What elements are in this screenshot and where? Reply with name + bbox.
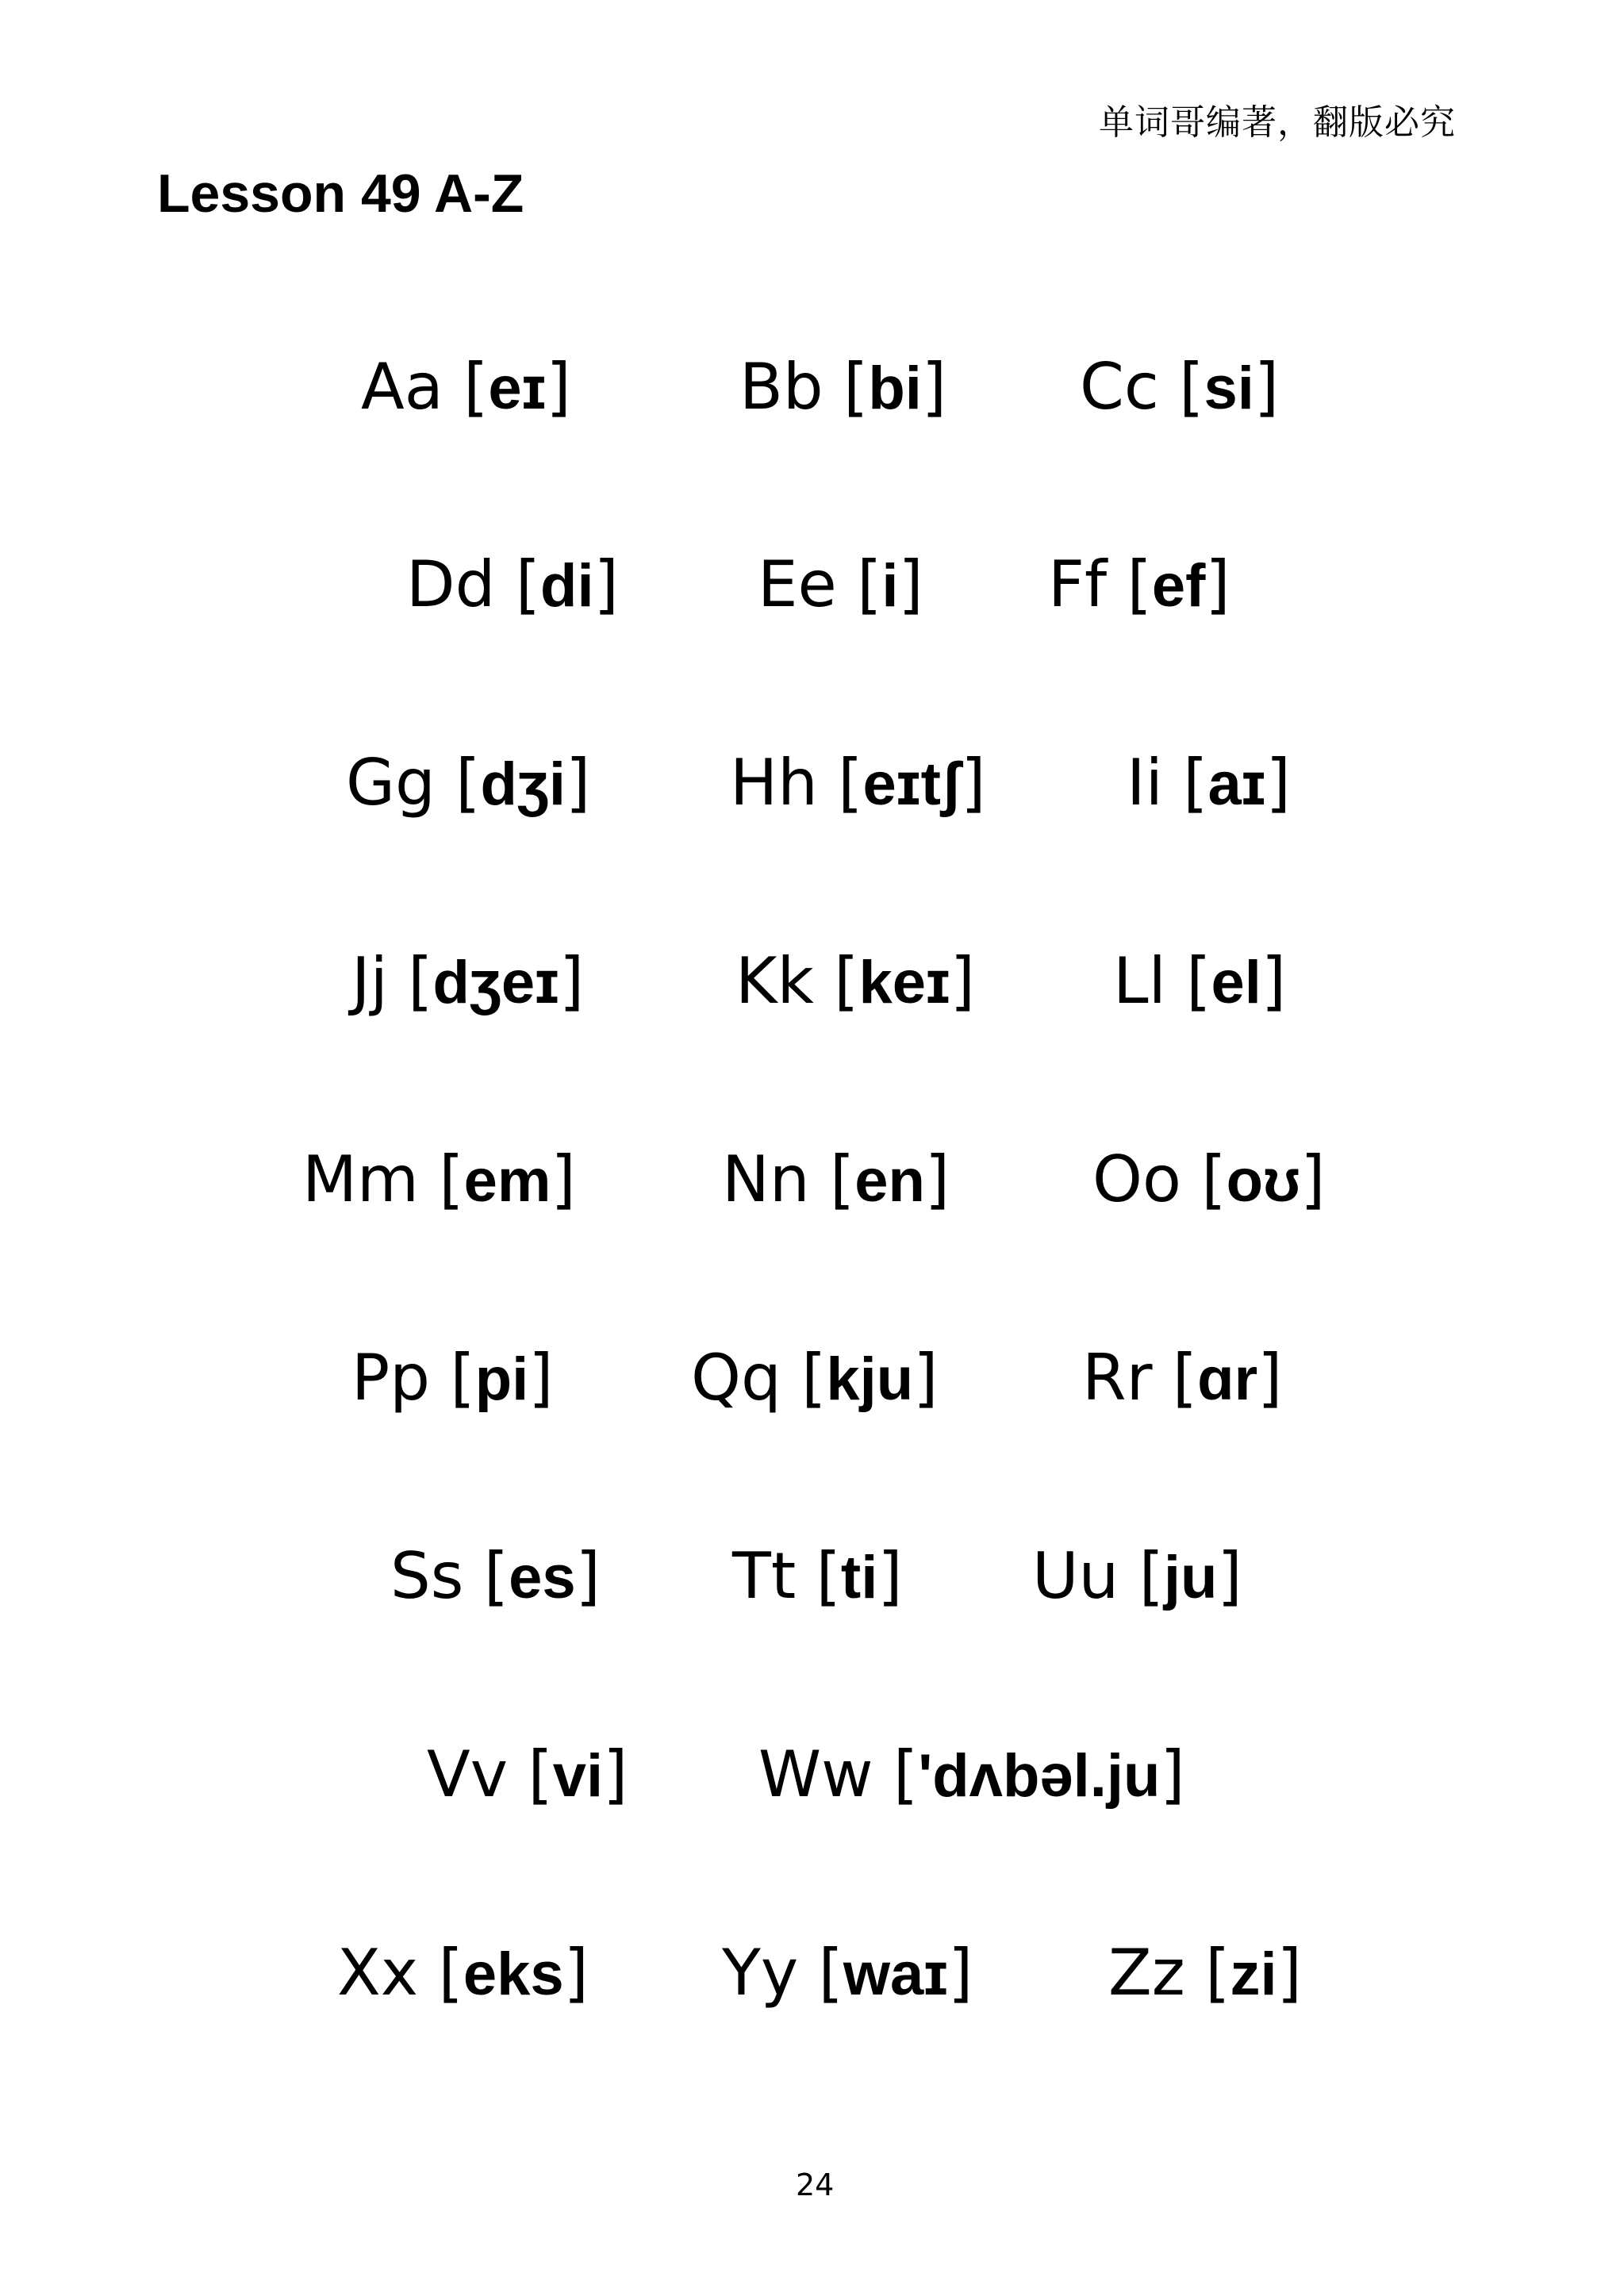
ipa-transcription: pi <box>474 1346 529 1413</box>
letter-pair: Nn <box>722 1142 810 1216</box>
letter-pair: Vv <box>427 1737 509 1811</box>
ipa-transcription: em <box>463 1147 551 1215</box>
ipa-transcription: si <box>1204 355 1254 422</box>
ipa-transcription: di <box>540 552 594 620</box>
ipa-transcription: eɪ <box>488 355 547 422</box>
letter-entry-m: Mm [em] <box>302 1142 576 1216</box>
letter-entry-b: Bb [bi] <box>739 350 947 424</box>
letter-entry-y: Yy [waɪ] <box>722 1936 973 2010</box>
ipa-transcription: ef <box>1151 552 1206 620</box>
ipa-transcription: bi <box>868 355 922 422</box>
ipa-transcription: ɑr <box>1197 1346 1258 1413</box>
letter-entry-p: Pp [pi] <box>351 1341 554 1415</box>
page-number: 24 <box>796 2167 835 2202</box>
ipa-transcription: keɪ <box>858 949 950 1016</box>
letter-pair: Uu <box>1032 1539 1119 1613</box>
ipa-transcription: waɪ <box>843 1941 949 2008</box>
letter-pair: Ff <box>1048 547 1108 621</box>
letter-pair: Pp <box>351 1341 431 1415</box>
ipa-transcription: i <box>881 552 899 620</box>
letter-entry-e: Ee [i] <box>758 547 923 621</box>
letter-pair: Qq <box>691 1341 781 1415</box>
ipa-transcription: eɪtʃ <box>862 751 962 818</box>
lesson-title: Lesson 49 A-Z <box>157 163 524 224</box>
letter-entry-l: Ll [el] <box>1113 944 1287 1018</box>
letter-entry-k: Kk [keɪ] <box>735 944 976 1018</box>
letter-pair: Ll <box>1113 944 1166 1018</box>
letter-pair: Ww <box>758 1737 873 1811</box>
letter-entry-r: Rr [ɑr] <box>1082 1341 1283 1415</box>
ipa-transcription: el <box>1211 949 1261 1016</box>
letter-pair: Ss <box>390 1539 464 1613</box>
letter-entry-s: Ss [es] <box>390 1539 601 1613</box>
letter-pair: Ii <box>1127 746 1163 820</box>
letter-entry-j: Jj [dʒeɪ] <box>351 944 585 1018</box>
letter-pair: Hh <box>730 746 818 820</box>
letter-pair: Zz <box>1108 1936 1185 2010</box>
letter-entry-t: Tt [ti] <box>732 1539 903 1613</box>
ipa-transcription: dʒeɪ <box>432 949 559 1016</box>
letter-pair: Jj <box>351 944 388 1018</box>
ipa-transcription: en <box>854 1147 925 1215</box>
letter-entry-o: Oo [oʊ] <box>1092 1142 1326 1216</box>
letter-pair: Cc <box>1080 350 1159 424</box>
ipa-transcription: aɪ <box>1207 751 1266 818</box>
letter-pair: Gg <box>346 746 436 820</box>
letter-entry-z: Zz [zi] <box>1108 1936 1302 2010</box>
ipa-transcription: zi <box>1230 1941 1277 2008</box>
ipa-transcription: ju <box>1163 1544 1218 1611</box>
letter-pair: Ee <box>758 547 837 621</box>
letter-pair: Xx <box>337 1936 419 2010</box>
letter-pair: Mm <box>302 1142 419 1216</box>
letter-entry-g: Gg [dʒi] <box>346 746 591 820</box>
letter-entry-w: Ww ['dʌbəl.ju] <box>758 1737 1185 1811</box>
letter-pair: Dd <box>406 547 496 621</box>
letter-pair: Tt <box>732 1539 797 1613</box>
letter-entry-q: Qq [kju] <box>691 1341 939 1415</box>
copyright-note: 单词哥编著，翻版必究 <box>1099 102 1456 143</box>
ipa-transcription: eks <box>463 1941 564 2008</box>
letter-entry-h: Hh [eɪtʃ] <box>730 746 986 820</box>
letter-entry-c: Cc [si] <box>1080 350 1280 424</box>
letter-pair: Oo <box>1092 1142 1181 1216</box>
letter-entry-f: Ff [ef] <box>1048 547 1230 621</box>
letter-entry-a: Aa [eɪ] <box>361 350 571 424</box>
letter-entry-u: Uu [ju] <box>1032 1539 1242 1613</box>
letter-pair: Yy <box>722 1936 799 2010</box>
letter-entry-n: Nn [en] <box>722 1142 950 1216</box>
ipa-transcription: dʒi <box>480 751 566 818</box>
letter-entry-v: Vv [vi] <box>427 1737 628 1811</box>
letter-pair: Bb <box>739 350 824 424</box>
letter-entry-i: Ii [aɪ] <box>1127 746 1291 820</box>
letter-pair: Rr <box>1082 1341 1153 1415</box>
letter-entry-x: Xx [eks] <box>337 1936 589 2010</box>
ipa-transcription: ti <box>840 1544 878 1611</box>
ipa-transcription: kju <box>826 1346 914 1413</box>
letter-pair: Kk <box>735 944 814 1018</box>
ipa-transcription: 'dʌbəl.ju <box>918 1742 1161 1810</box>
ipa-transcription: vi <box>552 1742 604 1810</box>
letter-entry-d: Dd [di] <box>406 547 619 621</box>
letter-pair: Aa <box>361 350 443 424</box>
ipa-transcription: oʊ <box>1226 1147 1301 1215</box>
ipa-transcription: es <box>509 1544 576 1611</box>
